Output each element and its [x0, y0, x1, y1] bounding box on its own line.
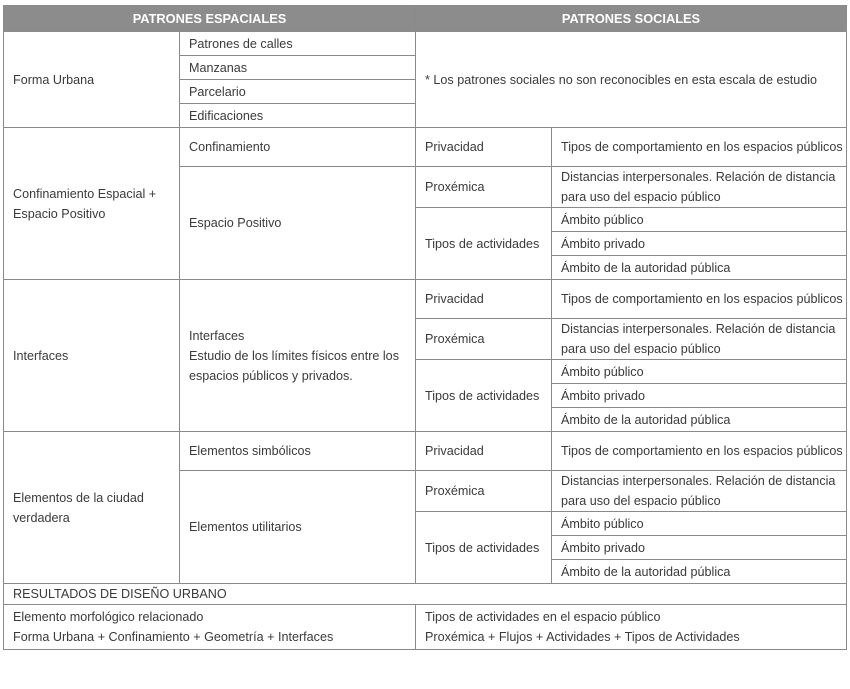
social-proxemica-desc: Distancias interpersonales. Relación de distancia para uso del espacio público: [552, 319, 847, 360]
social-actividades: Tipos de actividades: [416, 512, 552, 584]
row-label-confinamiento: Confinamiento Espacial + Espacio Positivo: [4, 128, 180, 280]
ambito-autoridad: Ámbito de la autoridad pública: [552, 256, 847, 280]
row-label-elementos: Elementos de la ciudad verdadera: [4, 432, 180, 584]
forma-item-parcelario: Parcelario: [180, 80, 416, 104]
resultados-right: [416, 605, 847, 650]
ambito-publico: Ámbito público: [552, 360, 847, 384]
social-proxemica: Proxémica: [416, 319, 552, 360]
elementos-utilitarios: Elementos utilitarios: [180, 471, 416, 584]
social-proxemica: Proxémica: [416, 167, 552, 208]
interfaces-sub-desc: Estudio de los límites físicos entre los espacios públicos y privados.: [189, 348, 399, 383]
social-privacidad-desc: Tipos de comportamiento en los espacios públicos: [552, 280, 847, 319]
ambito-privado: Ámbito privado: [552, 536, 847, 560]
row-label-interfaces: Interfaces: [4, 280, 180, 432]
urban-patterns-table: [3, 5, 847, 650]
forma-item-calles: Patrones de calles: [180, 32, 416, 56]
forma-urbana-note: * Los patrones sociales no son reconocibles en esta escala de estudio: [416, 32, 847, 128]
forma-item-manzanas: Manzanas: [180, 56, 416, 80]
ambito-publico: Ámbito público: [552, 512, 847, 536]
social-actividades: Tipos de actividades: [416, 360, 552, 432]
social-privacidad-desc: Tipos de comportamiento en los espacios públicos: [552, 432, 847, 471]
ambito-privado: Ámbito privado: [552, 384, 847, 408]
forma-item-edificaciones: Edificaciones: [180, 104, 416, 128]
social-proxemica-desc: Distancias interpersonales. Relación de distancia para uso del espacio público: [552, 471, 847, 512]
social-privacidad: Privacidad: [416, 128, 552, 167]
social-proxemica: Proxémica: [416, 471, 552, 512]
social-proxemica-desc: Distancias interpersonales. Relación de distancia para uso del espacio público: [552, 167, 847, 208]
resultados-left: [4, 605, 416, 650]
social-actividades: Tipos de actividades: [416, 208, 552, 280]
resultados-left-line1: Elemento morfológico relacionado: [13, 610, 204, 624]
confinamiento-sub: Confinamiento: [180, 128, 416, 167]
ambito-autoridad: Ámbito de la autoridad pública: [552, 408, 847, 432]
interfaces-sub-title: Interfaces: [189, 328, 245, 343]
elementos-simbolicos: Elementos simbólicos: [180, 432, 416, 471]
header-spatial-patterns: PATRONES ESPACIALES: [4, 6, 416, 32]
social-privacidad-desc: Tipos de comportamiento en los espacios públicos: [552, 128, 847, 167]
espacio-positivo-sub: Espacio Positivo: [180, 167, 416, 280]
header-social-patterns: PATRONES SOCIALES: [416, 6, 847, 32]
social-privacidad: Privacidad: [416, 280, 552, 319]
resultados-right-line2: Proxémica + Flujos + Actividades + Tipos de Actividades: [425, 630, 740, 644]
row-label-forma-urbana: Forma Urbana: [4, 32, 180, 128]
resultados-left-line2: Forma Urbana + Confinamiento + Geometría + Interfaces: [13, 630, 334, 644]
resultados-title: RESULTADOS DE DISEÑO URBANO: [4, 584, 847, 605]
interfaces-sub: [180, 280, 416, 432]
resultados-right-line1: Tipos de actividades en el espacio público: [425, 610, 661, 624]
ambito-publico: Ámbito público: [552, 208, 847, 232]
social-privacidad: Privacidad: [416, 432, 552, 471]
ambito-autoridad: Ámbito de la autoridad pública: [552, 560, 847, 584]
ambito-privado: Ámbito privado: [552, 232, 847, 256]
